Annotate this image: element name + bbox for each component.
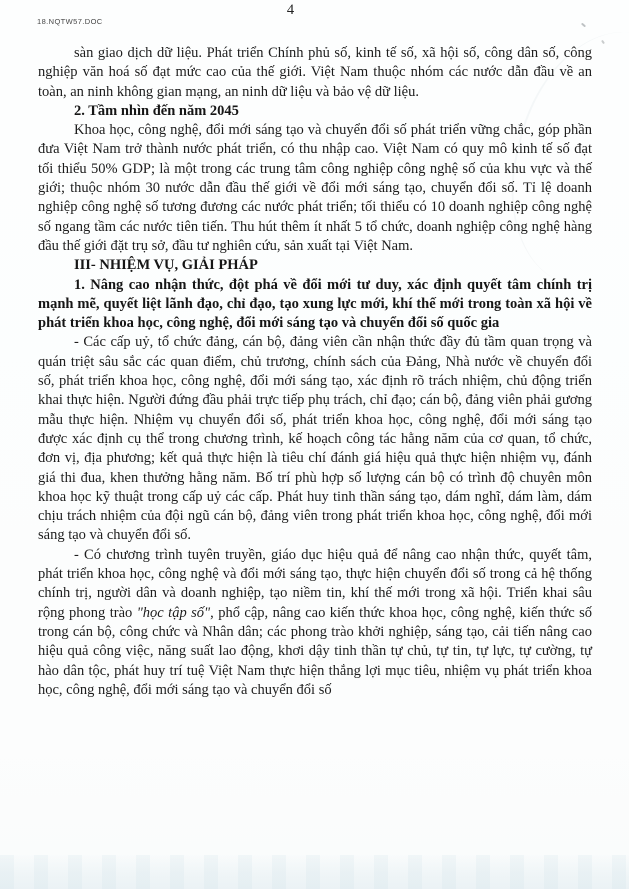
heading-vision-2045: 2. Tầm nhìn đến năm 2045: [74, 102, 239, 119]
doc-filename: 18.NQTW57.DOC: [37, 17, 103, 26]
scan-mark-top-right-icon: [581, 23, 586, 28]
paragraph-propaganda-pre: - Có chương trình tuyên truyền, giáo dục hiệu quả để nâng cao nhận thức, quyết tâm, phát triển khoa học, công nghệ và đổi mới sáng tạo, thực hiện chuyển đổi số trong cả hệ thống chính trị, người dân và doanh nghiệp, tạo niềm tin, khí thế mới trong xã hội. Triển khai sâu rộng phong trào: [38, 546, 592, 621]
phrase-digital-learning-italic: "học tập số": [136, 604, 211, 621]
paragraph-data-exchange-continuation: sàn giao dịch dữ liệu. Phát triển Chính phủ số, kinh tế số, xã hội số, công dân số, công nghiệp văn hoá số đạt mức cao của thế giới. Việt Nam thuộc nhóm các nước dẫn đầu về an toàn, an ninh không gian mạng, an ninh dữ liệu và bảo vệ dữ liệu.: [38, 45, 592, 100]
paragraph-party-awareness-text: - Các cấp uỷ, tổ chức đảng, cán bộ, đảng viên cần nhận thức đầy đủ tầm quan trọng và quán triệt sâu sắc các quan điểm, chủ trương, chính sách của Đảng, Nhà nước về chuyển đổi số, phát triển khoa học, công nghệ, đổi mới sáng tạo, xác định rõ trách nhiệm, chủ động triển khai thực hiện. Người đứng đầu phải trực tiếp phụ trách, chỉ đạo; cán bộ, đảng viên phải gương mẫu thực hiện. Nhiệm vụ chuyển đổi số, phát triển khoa học, công nghệ, đổi mới sáng tạo được xác định cụ thể trong chương trình, kế hoạch công tác hằng năm của cơ quan, tổ chức, đơn vị, địa phương; kết quả thực hiện là tiêu chí đánh giá hiệu quả thực hiện nhiệm vụ, đánh giá thi đua, khen thưởng hằng năm. Bố trí phù hợp số lượng cán bộ có trình độ chuyên môn khoa học kỹ thuật trong cấp uỷ các cấp. Phát huy tinh thần sáng tạo, dám nghĩ, dám làm, dám chịu trách nhiệm của đội ngũ cán bộ, đảng viên trong phát triển khoa học, công nghệ, đổi mới sáng tạo và chuyển đổi số.: [38, 334, 592, 544]
paragraph-propaganda-post: , phổ cập, nâng cao kiến thức khoa học, công nghệ, kiến thức số trong cán bộ, công chức và Nhân dân; các phong trào khởi nghiệp, sáng tạo, cải tiến nâng cao hiệu quả công việc, năng suất lao động, khơi dậy tinh thần tự chủ, tự tin, tự lực, tự cường, tự hào dân tộc, phát huy trí tuệ Việt Nam thực hiện thắng lợi mục tiêu, nhiệm vụ phát triển khoa học, công nghệ, đổi mới sáng tạo và chuyển đổi số: [38, 604, 592, 698]
page-number: 4: [286, 2, 295, 18]
document-body: [38, 44, 592, 700]
heading-section-iii-tasks-solutions: III- NHIỆM VỤ, GIẢI PHÁP: [74, 257, 258, 274]
paragraph-propaganda-program: [38, 546, 592, 700]
heading-task-1-awareness: 1. Nâng cao nhận thức, đột phá về đổi mới tư duy, xác định quyết tâm chính trị mạnh mẽ, quyết liệt lãnh đạo, chỉ đạo, tạo xung lực mới, khí thế mới trong toàn xã hội về phát triển khoa học, công nghệ, đổi mới sáng tạo và chuyển đổi số quốc gia: [38, 276, 592, 332]
paragraph-party-awareness: [38, 333, 592, 545]
scan-smudge-bottom: [0, 855, 629, 889]
paragraph-vision-2045: Khoa học, công nghệ, đổi mới sáng tạo và chuyển đổi số phát triển vững chắc, góp phần đưa Việt Nam trở thành nước phát triển, có thu nhập cao. Việt Nam có quy mô kinh tế số đạt tối thiểu 50% GDP; là một trong các trung tâm công nghiệp công nghệ số của khu vực và thế giới; thuộc nhóm 30 nước dẫn đầu thế giới về đổi mới sáng tạo, chuyển đổi số. Tỉ lệ doanh nghiệp công nghệ số tương đương các nước phát triển; tối thiểu có 10 doanh nghiệp công nghệ số ngang tầm các nước tiên tiến. Thu hút thêm ít nhất 5 tổ chức, doanh nghiệp công nghệ hàng đầu thế giới đặt trụ sở, đầu tư nghiên cứu, sản xuất tại Việt Nam.: [38, 122, 592, 254]
